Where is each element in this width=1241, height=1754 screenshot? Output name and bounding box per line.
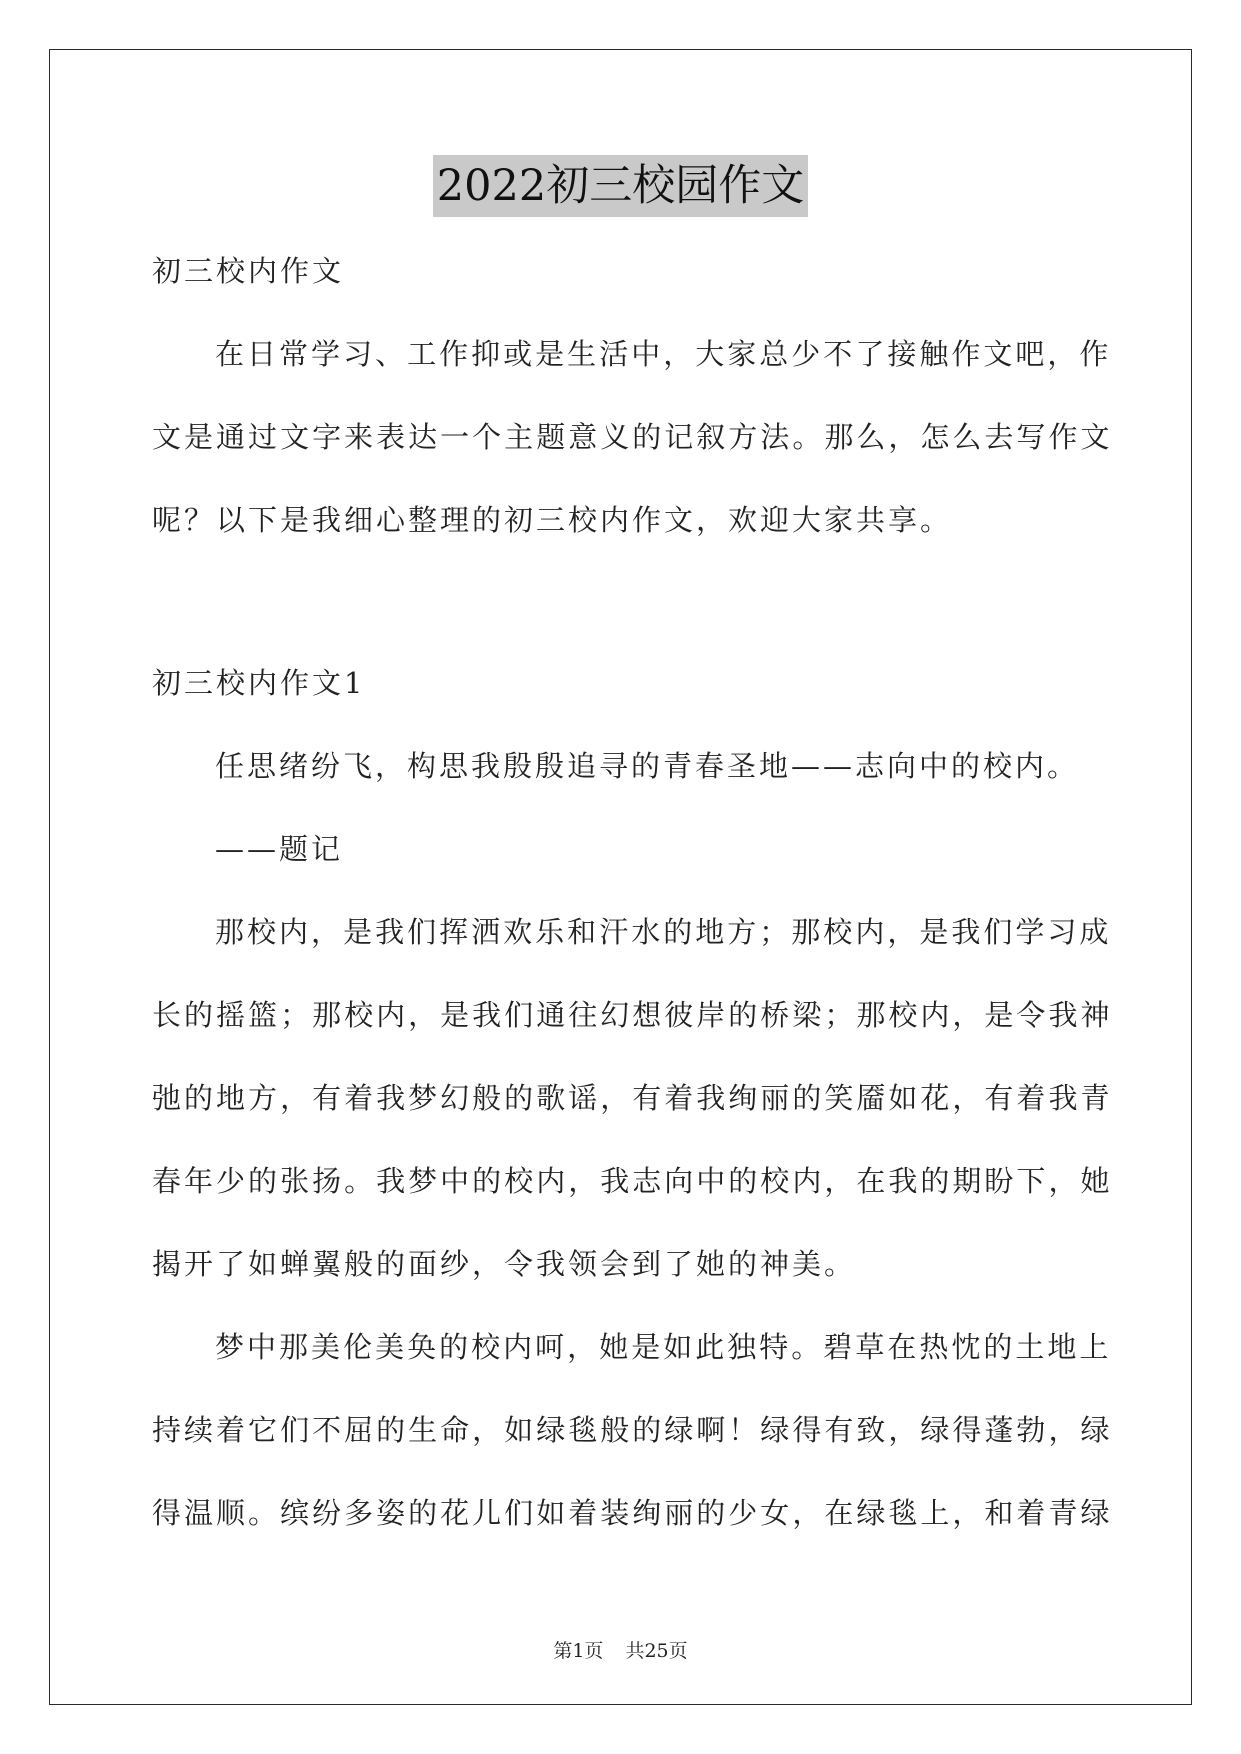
paragraph-line: 弛 的 地 方 ， 有 着 我 梦 幻 般 的 歌 谣 ， 有 着 我 绚 丽 的 笑 靥 如 花 ， 有 着 我 青 (152, 1081, 1113, 1115)
intro-line: 在 日 常 学 习 、 工 作 抑 或 是 生 活 中 ， 大 家 总 少 不 了 接 触 作 文 吧 ， 作 (215, 337, 1112, 371)
paragraph-line: 得 温 顺 。 缤 纷 多 姿 的 花 儿 们 如 着 装 绚 丽 的 少 女 ， 在 绿 毯 上 ， 和 着 青 绿 (152, 1496, 1113, 1530)
document-body (152, 230, 1113, 1555)
title-container (0, 155, 1241, 217)
paragraph-line: 那 校 内 ， 是 我 们 挥 洒 欢 乐 和 汗 水 的 地 方 ； 那 校 内 ， 是 我 们 学 习 成 (215, 915, 1112, 949)
spacer (152, 562, 1092, 642)
epigraph: 任思绪纷飞，构思我殷殷追寻的青春圣地——志向中的校内。 (215, 749, 1080, 783)
section-heading: 初三校内作文 (152, 254, 345, 288)
paragraph-line: 长 的 摇 篮 ； 那 校 内 ， 是 我 们 通 往 幻 想 彼 岸 的 桥 梁 ； 那 校 内 ， 是 令 我 神 (152, 998, 1113, 1032)
paragraph-line: 持 续 着 它 们 不 屈 的 生 命 ， 如 绿 毯 般 的 绿 啊 ！ 绿 得 有 致 ， 绿 得 蓬 勃 ， 绿 (152, 1413, 1113, 1447)
section-heading: 初三校内作文1 (152, 666, 366, 700)
epigraph-source: ——题记 (215, 832, 344, 866)
intro-line: 呢？以下是我细心整理的初三校内作文，欢迎大家共享。 (152, 503, 953, 537)
paragraph-line: 梦 中 那 美 伦 美 奂 的 校 内 呵 ， 她 是 如 此 独 特 。 碧 草 在 热 忱 的 土 地 上 (215, 1330, 1112, 1364)
page-footer (0, 1636, 1241, 1663)
intro-line: 文 是 通 过 文 字 来 表 达 一 个 主 题 意 义 的 记 叙 方 法 。 那 么 ， 怎 么 去 写 作 文 (152, 420, 1113, 454)
page-total: 共25页 (625, 1640, 688, 1662)
document-title: 2022初三校园作文 (433, 155, 808, 217)
paragraph-line: 春 年 少 的 张 扬 。 我 梦 中 的 校 内 ， 我 志 向 中 的 校 内 ， 在 我 的 期 盼 下 ， 她 (152, 1164, 1113, 1198)
page-number: 第1页 (553, 1640, 604, 1662)
paragraph-line: 揭开了如蝉翼般的面纱，令我领会到了她的神美。 (152, 1247, 857, 1281)
